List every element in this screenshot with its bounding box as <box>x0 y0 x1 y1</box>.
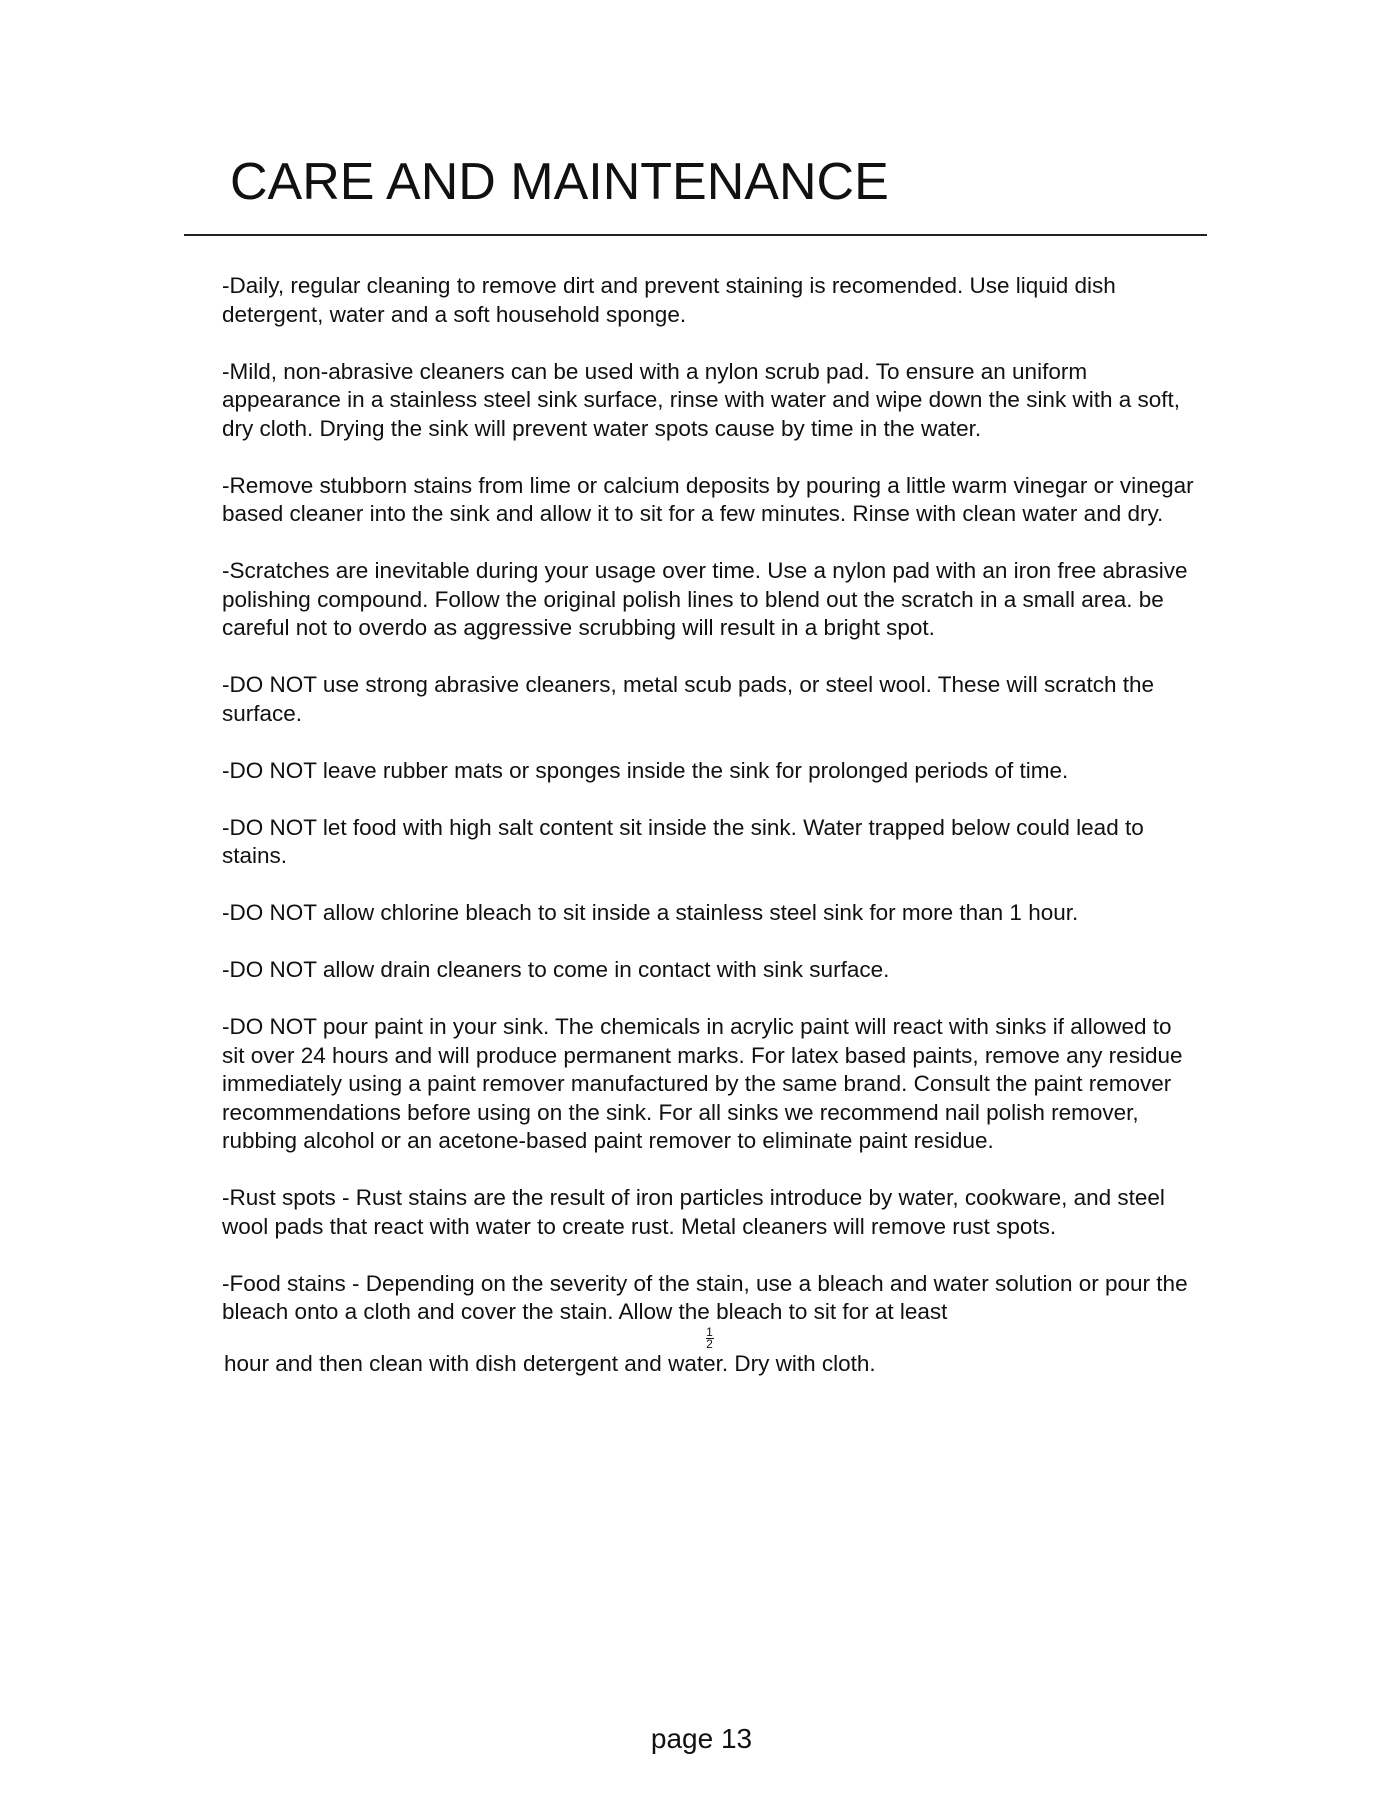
paragraph-food-stains <box>222 1270 1197 1379</box>
page-number: page 13 <box>650 1723 753 1754</box>
paragraph-no-drain-cleaners: -DO NOT allow drain cleaners to come in contact with sink surface. <box>222 957 890 982</box>
paragraph-scratches: -Scratches are inevitable during your usage over time. Use a nylon pad with an iron free abrasive polishing compound. Follow the original polish lines to blend out the scratch in a small area. be careful not to overdo as aggressive scrubbing will result in a bright spot. <box>222 558 1188 640</box>
document-body <box>222 272 1197 1407</box>
paragraph-no-abrasive-cleaners: -DO NOT use strong abrasive cleaners, metal scub pads, or steel wool. These will scratch the surface. <box>222 672 1155 726</box>
food-stains-text-end: hour and then clean with dish detergent and water. Dry with cloth. <box>224 1350 876 1376</box>
paragraph-mild-cleaners: -Mild, non-abrasive cleaners can be used with a nylon scrub pad. To ensure an uniform appearance in a stainless steel sink surface, rinse with water and wipe down the sink with a soft, dry cloth. Drying the sink will prevent water spots cause by time in the water. <box>222 358 1180 441</box>
paragraph-no-chlorine-bleach: -DO NOT allow chlorine bleach to sit inside a stainless steel sink for more than 1 hour. <box>222 900 1079 925</box>
paragraph-rust-spots: -Rust spots - Rust stains are the result of iron particles introduce by water, cookware, and steel wool pads that react with water to create rust. Metal cleaners will remove rust spots. <box>222 1185 1165 1239</box>
paragraph-no-paint: -DO NOT pour paint in your sink. The chemicals in acrylic paint will react with sinks if allowed to sit over 24 hours and will produce permanent marks. For latex based paints, remove any residue immediately using a paint remover manufactured by the same brand. Consult the paint remover recommendations before using on the sink. For all sinks we recommend nail polish remover, rubbing alcohol or an acetone-based paint remover to eliminate paint residue. <box>222 1014 1183 1153</box>
fraction-numerator: 1 <box>706 1324 713 1339</box>
paragraph-no-salty-food: -DO NOT let food with high salt content sit inside the sink. Water trapped below could lead to stains. <box>222 814 1144 868</box>
title-divider <box>184 234 1207 236</box>
paragraph-daily-cleaning: -Daily, regular cleaning to remove dirt and prevent staining is recomended. Use liquid dish detergent, water and a soft household sponge. <box>222 273 1116 327</box>
paragraph-no-rubber-mats: -DO NOT leave rubber mats or sponges inside the sink for prolonged periods of time. <box>222 757 1069 783</box>
paragraph-stubborn-stains: -Remove stubborn stains from lime or calcium deposits by pouring a little warm vinegar or vinegar based cleaner into the sink and allow it to sit for a few minutes. Rinse with clean water and dry. <box>222 472 1194 526</box>
food-stains-text-start: -Food stains - Depending on the severity of the stain, use a bleach and water solution or pour the bleach onto a cloth and cover the stain. Allow the bleach to sit for at least <box>222 1270 1188 1324</box>
fraction-denominator: 2 <box>706 1336 713 1351</box>
one-half-fraction <box>222 1324 1197 1351</box>
page-title: CARE AND MAINTENANCE <box>230 153 889 211</box>
